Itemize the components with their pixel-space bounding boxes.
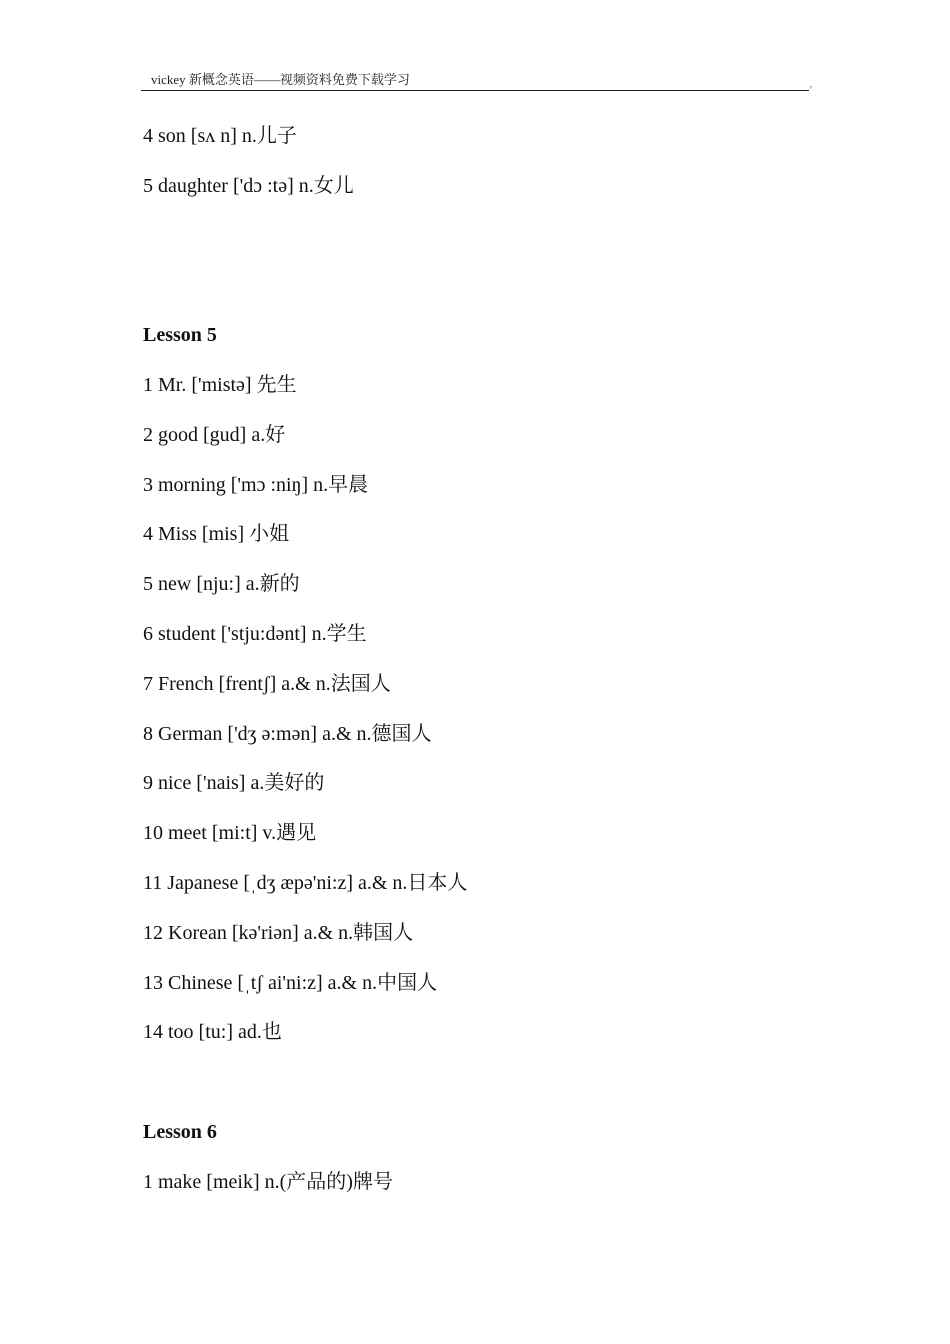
vocab-entry: 10 meet [mi:t] v.遇见 [143, 822, 317, 844]
vocab-entry: 4 Miss [mis] 小姐 [143, 523, 290, 545]
lesson-heading: Lesson 5 [143, 324, 217, 346]
vocab-entry: 11 Japanese [ˌdʒ æpə'ni:z] a.& n.日本人 [143, 872, 468, 894]
vocab-entry: 3 morning ['mɔ :niŋ] n.早晨 [143, 474, 369, 496]
vocab-entry: 9 nice ['nais] a.美好的 [143, 772, 325, 794]
header-title: vickey 新概念英语——视频资料免费下载学习 [151, 72, 410, 87]
vocab-entry: 2 good [gud] a.好 [143, 424, 286, 446]
vocab-entry: 7 French [frentʃ] a.& n.法国人 [143, 673, 391, 695]
vocab-entry: 1 make [meik] n.(产品的)牌号 [143, 1171, 393, 1193]
vocab-entry: 5 daughter ['dɔ :tə] n.女儿 [143, 175, 354, 197]
lesson-heading: Lesson 6 [143, 1121, 217, 1143]
vocab-entry: 1 Mr. ['mistə] 先生 [143, 374, 297, 396]
vocab-entry: 4 son [sʌ n] n.儿子 [143, 125, 297, 147]
vocab-entry: 8 German ['dʒ ə:mən] a.& n.德国人 [143, 723, 432, 745]
vocab-entry: 12 Korean [kə'riən] a.& n.韩国人 [143, 922, 414, 944]
vocab-entry: 6 student ['stju:dənt] n.学生 [143, 623, 367, 645]
header-mark: , [809, 79, 812, 89]
vocab-entry: 13 Chinese [ˌtʃ ai'ni:z] a.& n.中国人 [143, 972, 438, 994]
page-header [141, 71, 812, 91]
vocab-entry: 14 too [tu:] ad.也 [143, 1021, 282, 1043]
vocab-entry: 5 new [nju:] a.新的 [143, 573, 300, 595]
